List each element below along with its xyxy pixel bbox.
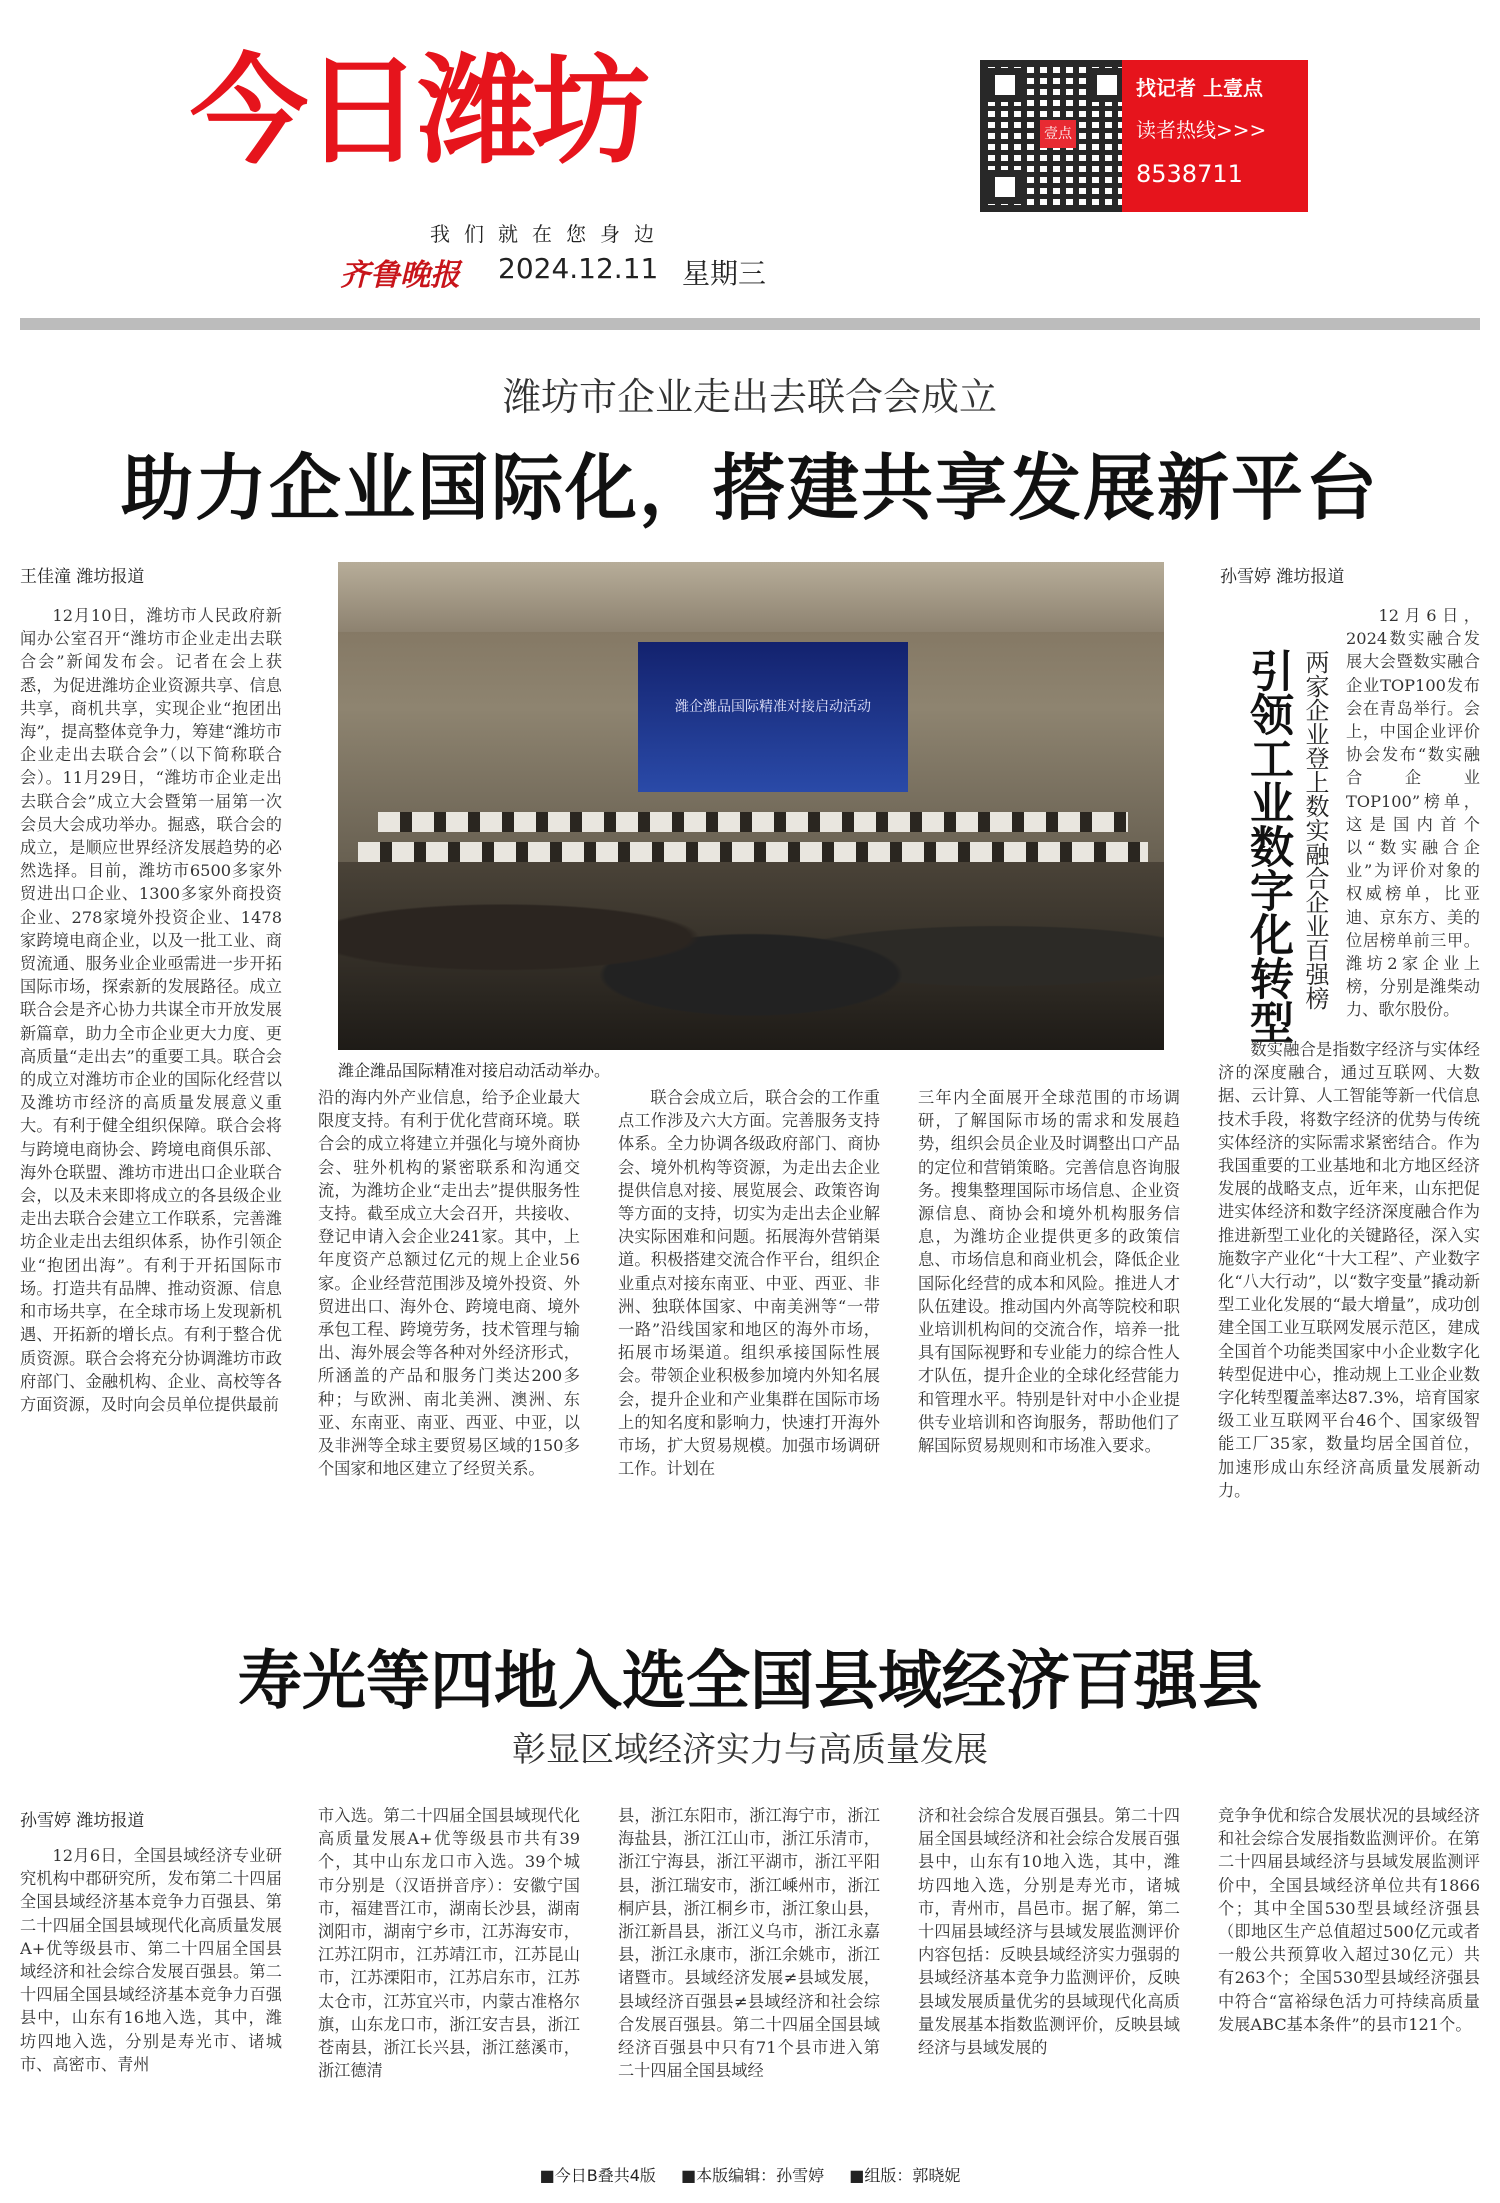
conference-photo — [338, 562, 1164, 1050]
issue-weekday: 星期三 — [682, 257, 767, 290]
second-column-2 — [318, 1804, 580, 2138]
photo-caption: 潍企潍品国际精准对接启动活动举办。 — [338, 1061, 611, 1080]
side-column-narrow — [1346, 604, 1480, 1042]
side-headline: 引领工业数字化转型 — [1242, 648, 1293, 1044]
lead-headline: 助力企业国际化，搭建共享发展新平台 — [120, 445, 1379, 530]
second-subhead: 彰显区域经济实力与高质量发展 — [512, 1730, 988, 1770]
stage-screen-text: 潍企潍品国际精准对接启动活动 — [675, 699, 871, 715]
lead-column-1 — [20, 604, 282, 1574]
photo-ceiling — [338, 562, 1164, 632]
second-col3-text: 县，浙江东阳市，浙江海宁市，浙江海盐县，浙江江山市，浙江乐清市，浙江宁海县，浙江平湖市，浙江平阳县，浙江瑞安市，浙江嵊州市，浙江桐庐县，浙江桐乡市，浙江象山县，浙江新昌县，浙江义乌市，浙江永嘉县，浙江永康市，浙江余姚市，浙江诸暨市。县域经济发展≠县域发展，县域经济百强县≠县域经济和社会综合发展百强县。第二十四届全国县域经济百强县中只有71个县市进入第二十四届全国县域经 — [618, 1806, 880, 2081]
lead-col2-text: 沿的海内外产业信息，给予企业最大限度支持。有利于优化营商环境。联合会的成立将建立并强化与境外商协会、驻外机构的紧密联系和沟通交流，为潍坊企业“走出去”提供服务性支持。截至成立大会召开，共接收、登记申请入会企业241家。其中，上年度资产总额过亿元的规上企业56家。企业经营范围涉及境外投资、外贸进出口、海外仓、跨境电商、境外承包工程、跨境劳务，技术管理与输出、海外展会等各种对外经济形式，所涵盖的产品和服务门类达200多种；与欧洲、南北美洲、澳洲、东亚、东南亚、南亚、西亚、中亚，以及非洲等全球主要贸易区域的150多个国家和地区建立了经贸关系。 — [318, 1088, 580, 1479]
masthead-slogan: 我们就在您身边 — [430, 222, 668, 246]
qr-eye-icon — [988, 170, 1022, 204]
second-col1-text: 12月6日，全国县域经济专业研究机构中郡研究所，发布第二十四届全国县域经济基本竞争力百强县、第二十四届全国县域现代化高质量发展A+优等级县市、第二十四届全国县域经济和社会综合发展百强县。第二十四届全国县域经济基本竞争力百强县中，山东有16地入选，其中，潍坊四地入选，分别是寿光市、诸城市、高密市、青州 — [20, 1846, 282, 2074]
hotline-line1: 找记者 上壹点 — [1136, 76, 1263, 100]
hotline-number: 8538711 — [1136, 160, 1243, 188]
side-subhead: 两家企业登上数实融合企业百强榜 — [1301, 650, 1329, 1010]
second-column-1 — [20, 1844, 282, 2138]
hotline-line2: 读者热线>>> — [1136, 118, 1267, 142]
reader-hotline-box — [1122, 60, 1308, 212]
page-footer — [0, 2163, 1500, 2186]
second-column-4 — [918, 1804, 1180, 2138]
side-byline: 孙雪婷 潍坊报道 — [1220, 567, 1345, 587]
qr-code-icon[interactable] — [980, 60, 1132, 212]
second-column-3 — [618, 1804, 880, 2138]
photo-stage-screen — [638, 642, 908, 792]
footer-layout: ■组版：郭晓妮 — [849, 2166, 961, 2185]
paper-name-logo: 齐鲁晚报 — [340, 258, 460, 293]
second-col4-text: 济和社会综合发展百强县。第二十四届全国县域经济和社会综合发展百强县中，山东有10地入选，其中，潍坊四地入选，分别是寿光市，诸城市，青州市，昌邑市。据了解，第二十四届县域经济与县域发展监测评价内容包括：反映县域经济实力强弱的县域经济基本竞争力监测评价，反映县域发展质量优劣的县域现代化高质量发展基本指数监测评价，反映县域经济与县域发展的 — [918, 1806, 1180, 2058]
qr-eye-icon — [988, 68, 1022, 102]
lead-column-2 — [318, 1086, 580, 1574]
second-col2-text: 市入选。第二十四届全国县域现代化高质量发展A+优等级县市共有39个，其中山东龙口市入选。39个城市分别是（汉语拼音序）：安徽宁国市，福建晋江市，湖南长沙县，湖南浏阳市，湖南宁乡市，江苏海安市，江苏江阴市，江苏靖江市，江苏昆山市，江苏溧阳市，江苏启东市，江苏太仓市，江苏宜兴市，内蒙古准格尔旗，山东龙口市，浙江安吉县，浙江苍南县，浙江长兴县，浙江慈溪市，浙江德清 — [318, 1806, 580, 2081]
issue-date: 2024.12.11 — [498, 252, 659, 285]
seat-row — [358, 842, 1148, 862]
photo-audience — [338, 862, 1164, 1050]
footer-editor: ■本版编辑：孙雪婷 — [681, 2166, 825, 2185]
seat-row — [378, 812, 1128, 832]
second-headline: 寿光等四地入选全国县域经济百强县 — [238, 1644, 1262, 1719]
lead-col4-text: 三年内全面展开全球范围的市场调研，了解国际市场的需求和发展趋势，组织会员企业及时调整出口产品的定位和营销策略。完善信息咨询服务。搜集整理国际市场信息、企业资源信息、商协会和境外机构服务信息，为潍坊企业提供更多的政策信息、市场信息和商业机会，降低企业国际化经营的成本和风险。推进人才队伍建设。推动国内外高等院校和职业培训机构间的交流合作，培养一批具有国际视野和专业能力的综合性人才队伍，提升企业的全球化经营能力和管理水平。特别是针对中小企业提供专业培训和咨询服务，帮助他们了解国际贸易规则和市场准入要求。 — [918, 1088, 1180, 1456]
second-col5-text: 竞争争优和综合发展状况的县域经济和社会综合发展指数监测评价。在第二十四届县域经济与县域发展监测评价中，全国县域经济单位共有1866个；其中全国530型县域经济强县（即地区生产总值超过500亿元或者一般公共预算收入超过30亿元）共有263个；全国530型县域经济强县中符合“富裕绿色活力可持续高质量发展ABC基本条件”的县市121个。 — [1218, 1806, 1480, 2034]
side-wide-text: 数实融合是指数字经济与实体经济的深度融合，通过互联网、大数据、云计算、人工智能等新一代信息技术手段，将数字经济的优势与传统实体经济的实际需求紧密结合。作为我国重要的工业基地和北方地区经济发展的战略支点，近年来，山东把促进实体经济和数字经济深度融合作为推进新型工业化的关键路径，深入实施数字产业化“十大工程”、产业数字化“八大行动”，以“数字变量”撬动新型工业化发展的“最大增量”，成功创建全国工业互联网发展示范区，建成全国首个功能类国家中小企业数字化转型促进中心，推动规上工业企业数字化转型覆盖率达87.3%，培育国家级工业互联网平台46个、国家级智能工厂35家，数量均居全国首位，加速形成山东经济高质量发展新动力。 — [1218, 1040, 1480, 1500]
side-column-wide — [1218, 1038, 1480, 1574]
lead-column-4 — [918, 1086, 1180, 1574]
masthead-title: 今日潍坊 — [190, 42, 647, 180]
second-column-5 — [1218, 1804, 1480, 2138]
lead-col1-text: 12月10日，潍坊市人民政府新闻办公室召开“潍坊市企业走出去联合会”新闻发布会。记者在会上获悉，为促进潍坊企业资源共享、信息共享，商机共享，实现企业“抱团出海”，提高整体竞争力，筹建“潍坊市企业走出去联合会”（以下简称联合会）。11月29日，“潍坊市企业走出去联合会”成立大会暨第一届第一次会员大会成功举办。掘惑，联合会的成立，是顺应世界经济发展趋势的必然选择。目前，潍坊市6500多家外贸进出口企业、1300多家外商投资企业、278家境外投资企业、1478家跨境电商企业，以及一批工业、商贸流通、服务业企业亟需进一步开拓国际市场，探索新的发展路径。成立联合会是齐心协力共谋全市开放发展新篇章，助力全市企业更大力度、更高质量“走出去”的重要工具。联合会的成立对潍坊市企业的国际化经营以及潍坊市经济的高质量发展意义重大。有利于健全组织保障。联合会将与跨境电商协会、跨境电商俱乐部、海外仓联盟、潍坊市进出口企业联合会，以及未来即将成立的各县级企业走出去联合会建立工作联系，完善潍坊企业走出去组织体系，协作引领企业“抱团出海”。有利于开拓国际市场。打造共有品牌、推动资源、信息和市场共享，在全球市场上发现新机遇、开拓新的增长点。有利于整合优质资源。联合会将充分协调潍坊市政府部门、金融机构、企业、高校等各方面资源，及时向会员单位提供最前 — [20, 606, 282, 1414]
qr-app-label: 壹点 — [1040, 120, 1076, 148]
footer-edition: ■今日B叠共4版 — [539, 2166, 656, 2185]
lead-kicker: 潍坊市企业走出去联合会成立 — [502, 375, 997, 419]
second-byline: 孙雪婷 潍坊报道 — [20, 1811, 145, 1831]
side-narrow-text: 12月6日，2024数实融合发展大会暨数实融合企业TOP100发布会在青岛举行。会上，中国企业评价协会发布“数实融合企业TOP100”榜单，这是国内首个以“数实融合企业”为评价对象的权威榜单，比亚迪、京东方、美的位居榜单前三甲。潍坊2家企业上榜，分别是潍柴动力、歌尔股份。 — [1346, 606, 1480, 1020]
lead-byline: 王佳潼 潍坊报道 — [20, 567, 145, 587]
lead-column-3 — [618, 1086, 880, 1574]
lead-col3-text: 联合会成立后，联合会的工作重点工作涉及六大方面。完善服务支持体系。全力协调各级政府部门、商协会、境外机构等资源，为走出去企业提供信息对接、展览展会、政策咨询等方面的支持，切实为走出去企业解决实际困难和问题。拓展海外营销渠道。积极搭建交流合作平台，组织企业重点对接东南亚、中亚、西亚、非洲、独联体国家、中南美洲等“一带一路”沿线国家和地区的海外市场，拓展市场渠道。组织承接国际性展会。带领企业积极参加境内外知名展会，提升企业和产业集群在国际市场上的知名度和影响力，快速打开海外市场，扩大贸易规模。加强市场调研工作。计划在 — [618, 1088, 880, 1479]
qr-eye-icon — [1090, 68, 1124, 102]
masthead-divider — [20, 318, 1480, 330]
